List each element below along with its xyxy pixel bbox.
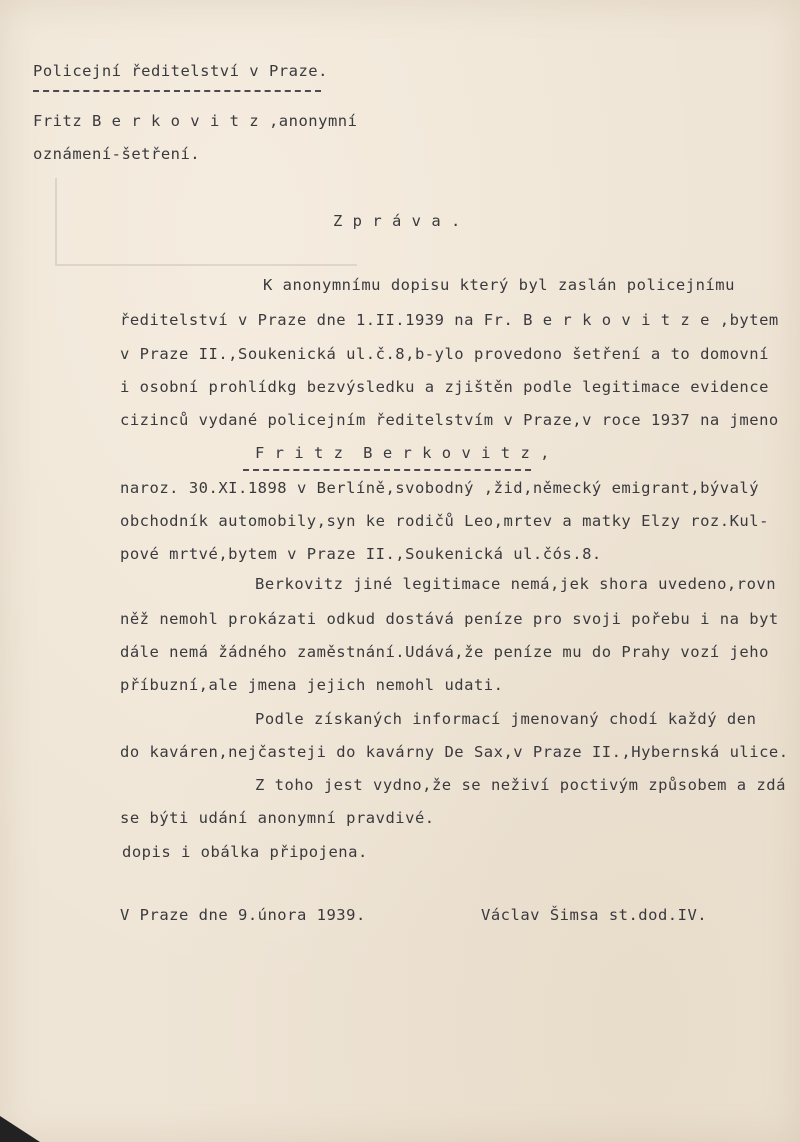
signature-line: Václav Šimsa st.dod.IV. bbox=[481, 906, 708, 924]
body-line: Z toho jest vydno,že se neživí poctivým způsobem a zdá bbox=[255, 776, 786, 794]
body-line: něž nemohl prokázati odkud dostává peníze pro svoji pořebu i na byt bbox=[120, 610, 779, 628]
body-line: naroz. 30.XI.1898 v Berlíně,svobodný ,žid,německý emigrant,bývalý bbox=[120, 479, 760, 497]
body-line: v Praze II.,Soukenická ul.č.8,b-ylo provedono šetření a to domovní bbox=[120, 345, 769, 363]
body-line: K anonymnímu dopisu který byl zaslán policejnímu bbox=[263, 276, 735, 294]
office-heading: Policejní ředitelství v Praze. bbox=[33, 62, 328, 80]
body-line: Berkovitz jiné legitimace nemá,jek shora uvedeno,rovn bbox=[255, 575, 777, 593]
subject-line-2: oznámení-šetření. bbox=[33, 145, 201, 163]
body-line: i osobní prohlídkg bezvýsledku a zjištěn podle legitimace evidence bbox=[120, 378, 769, 396]
page-corner-shadow bbox=[0, 1116, 40, 1142]
body-line: Podle získaných informací jmenovaný chodí každý den bbox=[255, 710, 757, 728]
body-line: do kaváren,nejčasteji do kavárny De Sax,v Praze II.,Hybernská ulice. bbox=[120, 743, 789, 761]
report-title: Z p r á v a . bbox=[333, 212, 461, 230]
body-line: dále nemá žádného zaměstnání.Udává,že peníze mu do Prahy vozí jeho bbox=[120, 643, 769, 661]
body-line: ředitelství v Praze dne 1.II.1939 na Fr. B e r k o v i t z e ,bytem bbox=[120, 311, 779, 329]
enclosure-note: dopis i obálka připojena. bbox=[122, 843, 368, 861]
body-line: se býti udání anonymní pravdivé. bbox=[120, 809, 435, 827]
body-line: příbuzní,ale jmena jejich nemohl udati. bbox=[120, 676, 504, 694]
heading-underline bbox=[33, 90, 321, 92]
subject-name: F r i t z B e r k o v i t z , bbox=[255, 444, 550, 462]
name-underline bbox=[243, 469, 531, 471]
body-line: pové mrtvé,bytem v Praze II.,Soukenická ul.čós.8. bbox=[120, 545, 602, 563]
body-line: obchodník automobily,syn ke rodičů Leo,mrtev a matky Elzy roz.Kul- bbox=[120, 512, 769, 530]
subject-line-1: Fritz B e r k o v i t z ,anonymní bbox=[33, 112, 358, 130]
faded-stamp-outline bbox=[55, 178, 357, 266]
place-and-date: V Praze dne 9.února 1939. bbox=[120, 906, 366, 924]
body-line: cizinců vydané policejním ředitelstvím v Praze,v roce 1937 na jmeno bbox=[120, 411, 779, 429]
